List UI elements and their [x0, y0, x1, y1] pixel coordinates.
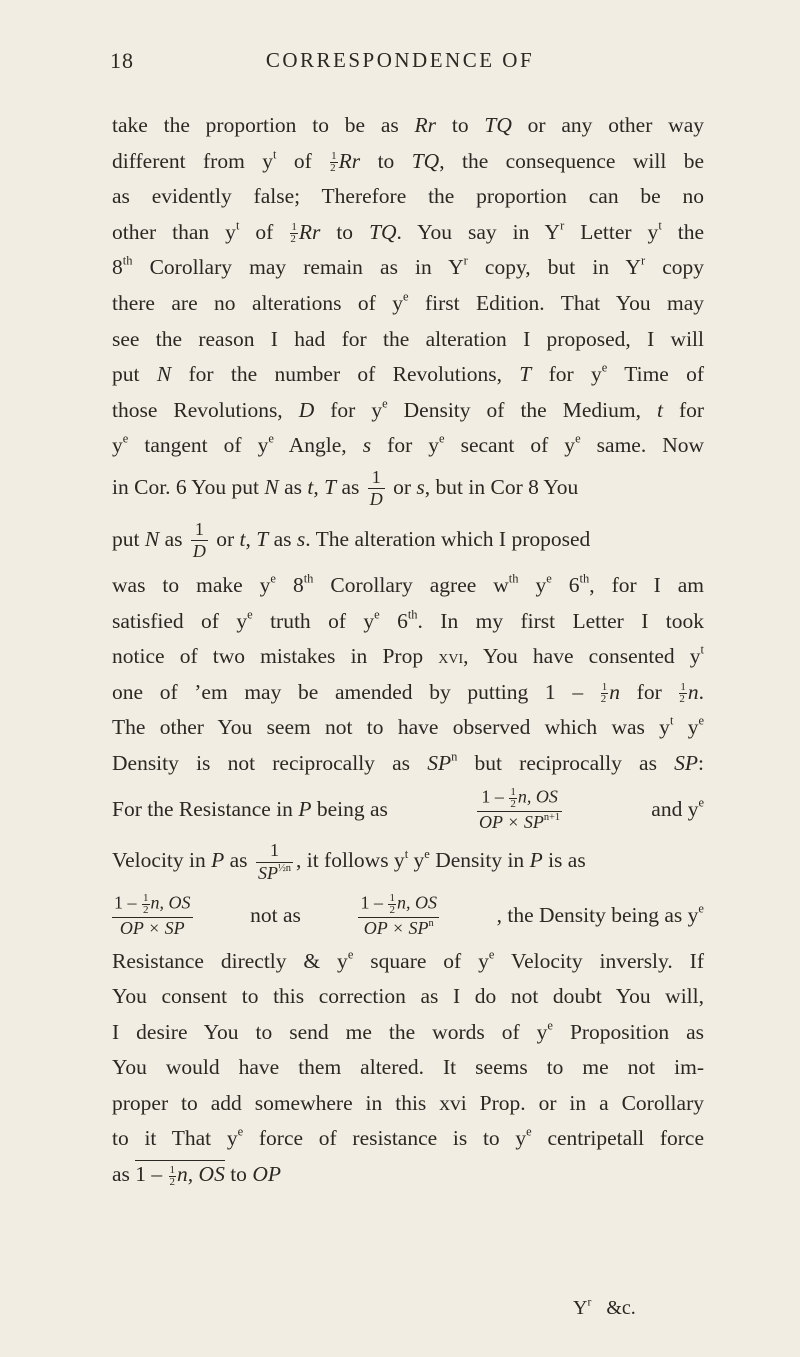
- text-line: one of ’em may be amended by putting 1 – $\frac{1}{2}$ n for $\frac{1}{2}$ n.: [112, 679, 705, 706]
- text-line: 8th Corollary may remain as in $Y^r$ copy, but in $Y^r$ copy: [112, 254, 705, 280]
- text-line: to it That $y^e$ force of resistance is to $y^e$ centripetall force: [112, 1125, 705, 1151]
- fraction-one-over-D: $\frac{1}{D}$: [369, 466, 383, 510]
- text-line: You consent to this correction as I do not doubt You will,: [112, 984, 704, 1009]
- text-line: as evidently false; Therefore the proportion can be no: [112, 184, 704, 209]
- text-line: those Revolutions, D for $y^e$ Density of the Medium, t for: [112, 396, 705, 422]
- half-fraction: $\frac{1}{2}$: [679, 681, 686, 706]
- fraction-density-wrong: 1 – $\frac{1}{2}$ n, OS OP × $SP^n$: [360, 891, 437, 938]
- text-line: The other You seem not to have observed which was $y^t$ $y^e$: [112, 713, 704, 740]
- text-line: was to make $y^e$ 8th Corollary agree $w^{th}$ $y^e$ 6th, for I am: [112, 571, 705, 597]
- text-line: $y^e$ tangent of $y^e$ Angle, s for $y^e$ secant of $y^e$ same. Now: [112, 432, 705, 458]
- text-line: notice of two mistakes in Prop xvi, You have consented $y^t$: [112, 642, 705, 669]
- running-title: CORRESPONDENCE OF: [265, 48, 535, 72]
- text-line: Resistance directly & $y^e$ square of $y^e$ Velocity inversly. If: [112, 947, 704, 973]
- fraction-velocity: $\frac{1}{SP^{\frac{1}{2}n}}$: [257, 840, 291, 883]
- text-line: see the reason I had for the alteration I proposed, I will: [112, 326, 704, 351]
- text-line: For the Resistance in P being as 1 – $\frac{1}{2}$ n, OS OP × $SP^{n+1}$ and $y^e$: [112, 785, 704, 832]
- text-line: different from $y^t$ of $\frac{1}{2}$ Rr to TQ, the consequence will be: [112, 147, 705, 175]
- half-fraction: $\frac{1}{2}$: [290, 221, 297, 246]
- text-line: put N for the number of Revolutions, T for $y^e$ Time of: [112, 360, 705, 387]
- text-line: You would have them altered. It seems to me not im-: [112, 1055, 704, 1080]
- letter-body: [112, 108, 704, 1193]
- half-fraction: $\frac{1}{2}$: [330, 150, 337, 175]
- fraction-density-correct: 1 – $\frac{1}{2}$ n, OS OP × SP: [114, 891, 191, 938]
- text-line: I desire You to send me the words of $y^e$ Proposition as: [112, 1018, 704, 1044]
- text-line: put N as $\frac{1}{D}$ or t, T as s. The alteration which I proposed: [112, 518, 591, 562]
- half-fraction: $\frac{1}{2}$: [600, 681, 608, 706]
- text-line: in Cor. 6 You put N as t, T as $\frac{1}{D}$ or s, but in Cor 8 You: [112, 466, 579, 510]
- text-line: take the proportion to be as Rr to TQ or any other way: [112, 113, 704, 137]
- text-line: as 1 – $\frac{1}{2}$ n, OS to OP: [112, 1162, 281, 1188]
- fraction-resistance: 1 – $\frac{1}{2}$ n, OS OP × $SP^{n+1}$: [479, 785, 561, 832]
- overlined-expression: 1 – $\frac{1}{2}$ n, OS: [135, 1162, 225, 1188]
- text-line: Velocity in P as $\frac{1}{SP^{\frac{1}{2}n}}$ , it follows $y^t$ $y^e$ Density in P is as: [112, 840, 586, 883]
- text-line: 1 – $\frac{1}{2}$ n, OS OP × SP not as 1 – $\frac{1}{2}$ n, OS OP × $SP^n$ , the Density being as $y^e$: [114, 891, 704, 938]
- page-number: 18: [110, 48, 134, 73]
- fraction-one-over-D: $\frac{1}{D}$: [192, 518, 206, 562]
- signature: $Y^r$ &c.: [573, 1295, 636, 1319]
- text-line: satisfied of $y^e$ truth of $y^e$ 6th. In my first Letter I took: [112, 607, 705, 633]
- text-line: other than $y^t$ of $\frac{1}{2}$ Rr to TQ. You say in $Y^r$ Letter $y^t$ the: [112, 218, 705, 246]
- text-line: Density is not reciprocally as $SP^n$ but reciprocally as SP:: [112, 749, 704, 775]
- text-line: proper to add somewhere in this xvi Prop. or in a Corollary: [112, 1090, 704, 1115]
- text-line: there are no alterations of $y^e$ first Edition. That You may: [112, 289, 705, 315]
